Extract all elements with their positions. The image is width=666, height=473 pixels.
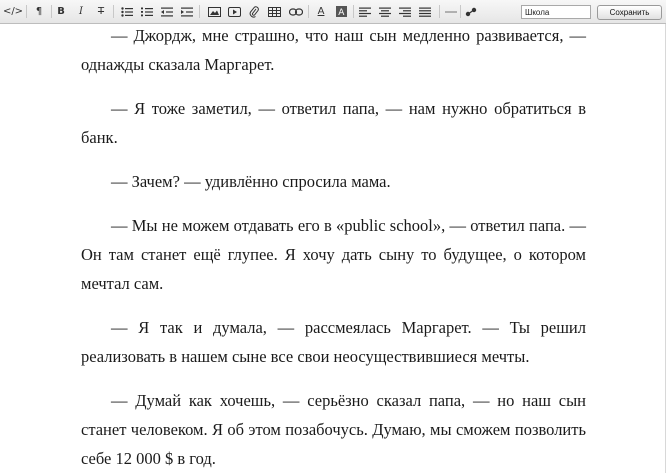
- insert-link-button[interactable]: [288, 4, 304, 19]
- bulleted-list-icon: [121, 7, 133, 17]
- toolbar-separator: [26, 5, 27, 18]
- numbered-list-button[interactable]: [139, 4, 155, 19]
- align-justify-icon: [419, 7, 431, 17]
- toolbar-separator: [308, 5, 309, 18]
- italic-button[interactable]: I: [79, 5, 83, 17]
- paragraph: — Джордж, мне страшно, что наш сын медленно развивается, — однажды сказала Маргарет.: [81, 26, 586, 74]
- paragraph: — Думай как хочешь, — серьёзно сказал папа, — но наш сын станет человеком. Я об этом позабочусь. Думаю, мы сможем позволить себе 12 000 $ в год.: [81, 391, 586, 468]
- paragraph: — Зачем? — удивлённо спросила мама.: [111, 172, 391, 191]
- insert-table-button[interactable]: [266, 4, 282, 19]
- paragraph: — Мы не можем отдавать его в «public school», — ответил папа. — Он там станет ещё глупее. Я хочу дать сыну то будущее, о котором мечтал сам.: [81, 216, 586, 293]
- background-color-button[interactable]: [333, 4, 349, 19]
- editor-area[interactable]: [0, 24, 666, 473]
- expand-icon: [465, 7, 477, 17]
- video-icon: [228, 7, 241, 17]
- attach-file-button[interactable]: [246, 4, 262, 19]
- horizontal-rule-icon: [445, 10, 457, 14]
- toolbar-separator: [199, 5, 200, 18]
- align-justify-button[interactable]: [417, 4, 433, 19]
- table-icon: [268, 7, 281, 17]
- paragraph: — Я тоже заметил, — ответил папа, — нам нужно обратиться в банк.: [81, 99, 586, 147]
- outdent-icon: [161, 7, 173, 17]
- toolbar-separator: [439, 5, 440, 18]
- svg-text:A: A: [337, 8, 344, 17]
- paragraph: — Я так и думала, — рассмеялась Маргарет. — Ты решил реализовать в нашем сыне все свои неосуществившиеся мечты.: [81, 318, 586, 366]
- toolbar-separator: [51, 5, 52, 18]
- align-center-icon: [379, 7, 391, 17]
- strikethrough-button[interactable]: T: [97, 5, 105, 17]
- indent-icon: [181, 7, 193, 17]
- save-button[interactable]: Сохранить: [597, 5, 662, 20]
- indent-button[interactable]: [179, 4, 195, 19]
- insert-image-button[interactable]: [206, 4, 222, 19]
- document-content[interactable]: [81, 24, 586, 473]
- html-source-button[interactable]: </>: [2, 5, 24, 17]
- align-center-button[interactable]: [377, 4, 393, 19]
- align-left-icon: [359, 7, 371, 17]
- outdent-button[interactable]: [159, 4, 175, 19]
- bold-button[interactable]: B: [57, 5, 65, 17]
- formatting-toolbar: [0, 0, 666, 24]
- link-icon: [289, 8, 303, 16]
- toolbar-separator: [460, 5, 461, 18]
- bulleted-list-button[interactable]: [119, 4, 135, 19]
- insert-video-button[interactable]: [226, 4, 242, 19]
- numbered-list-icon: [141, 7, 153, 17]
- align-left-button[interactable]: [357, 4, 373, 19]
- paperclip-icon: [249, 6, 259, 18]
- paragraph-button[interactable]: ¶: [35, 5, 43, 17]
- highlight-icon: [336, 6, 347, 17]
- toolbar-separator: [353, 5, 354, 18]
- horizontal-rule-button[interactable]: [443, 4, 459, 19]
- image-icon: [208, 7, 221, 17]
- toolbar-separator: [113, 5, 114, 18]
- align-right-button[interactable]: [397, 4, 413, 19]
- fullscreen-button[interactable]: [463, 4, 479, 19]
- font-color-button[interactable]: A: [317, 5, 325, 17]
- align-right-icon: [399, 7, 411, 17]
- style-name-input[interactable]: [521, 5, 591, 19]
